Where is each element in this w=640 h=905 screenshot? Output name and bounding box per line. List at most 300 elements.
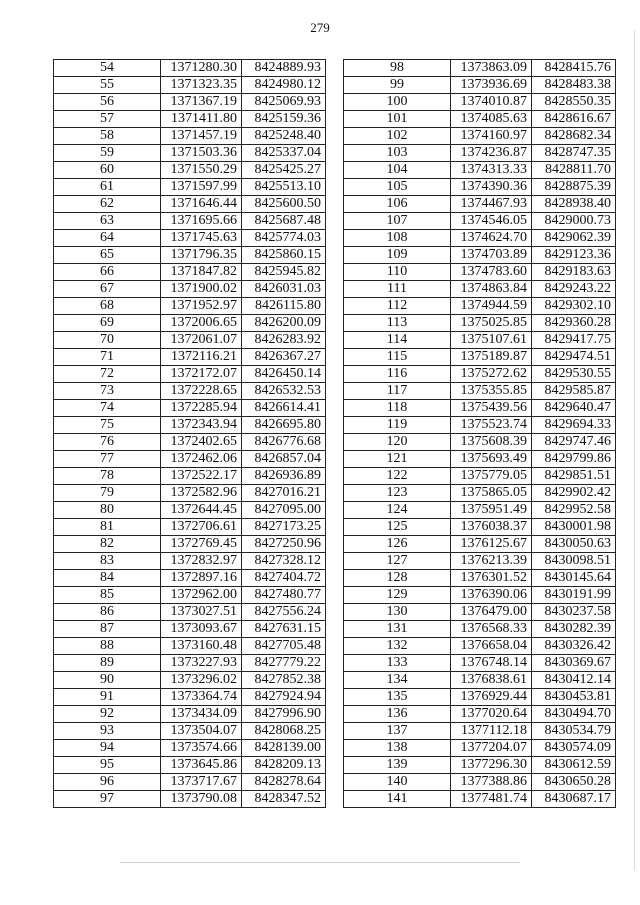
point-number-cell: 126 <box>344 536 451 553</box>
x-coordinate-cell: 1375272.62 <box>451 366 532 383</box>
y-coordinate-cell: 8430145.64 <box>532 570 616 587</box>
table-row <box>54 94 326 111</box>
y-coordinate-cell: 8429360.28 <box>532 315 616 332</box>
point-number-cell: 99 <box>344 77 451 94</box>
table-row <box>54 638 326 655</box>
table-row <box>54 740 326 757</box>
point-number-cell: 69 <box>54 315 161 332</box>
table-row <box>344 230 616 247</box>
table-row <box>54 519 326 536</box>
point-number-cell: 70 <box>54 332 161 349</box>
point-number-cell: 130 <box>344 604 451 621</box>
y-coordinate-cell: 8426367.27 <box>242 349 326 366</box>
table-row <box>344 94 616 111</box>
page-number: 279 <box>310 20 330 35</box>
table-row <box>344 383 616 400</box>
table-row <box>54 298 326 315</box>
point-number-cell: 77 <box>54 451 161 468</box>
table-row <box>54 162 326 179</box>
x-coordinate-cell: 1374236.87 <box>451 145 532 162</box>
y-coordinate-cell: 8425860.15 <box>242 247 326 264</box>
x-coordinate-cell: 1376479.00 <box>451 604 532 621</box>
table-row <box>54 706 326 723</box>
y-coordinate-cell: 8426614.41 <box>242 400 326 417</box>
point-number-cell: 120 <box>344 434 451 451</box>
y-coordinate-cell: 8430326.42 <box>532 638 616 655</box>
table-row <box>344 570 616 587</box>
point-number-cell: 136 <box>344 706 451 723</box>
y-coordinate-cell: 8426936.89 <box>242 468 326 485</box>
x-coordinate-cell: 1372285.94 <box>161 400 242 417</box>
point-number-cell: 84 <box>54 570 161 587</box>
table-row <box>344 468 616 485</box>
y-coordinate-cell: 8429000.73 <box>532 213 616 230</box>
point-number-cell: 68 <box>54 298 161 315</box>
y-coordinate-cell: 8425600.50 <box>242 196 326 213</box>
point-number-cell: 57 <box>54 111 161 128</box>
table-row <box>344 587 616 604</box>
table-row <box>54 655 326 672</box>
point-number-cell: 118 <box>344 400 451 417</box>
point-number-cell: 95 <box>54 757 161 774</box>
point-number-cell: 131 <box>344 621 451 638</box>
table-row <box>344 366 616 383</box>
x-coordinate-cell: 1375523.74 <box>451 417 532 434</box>
table-row <box>54 128 326 145</box>
x-coordinate-cell: 1373364.74 <box>161 689 242 706</box>
bottom-rule <box>120 862 520 863</box>
table-row <box>54 485 326 502</box>
table-row <box>344 689 616 706</box>
table-row <box>54 383 326 400</box>
coordinates-table-left <box>53 59 326 808</box>
point-number-cell: 109 <box>344 247 451 264</box>
point-number-cell: 119 <box>344 417 451 434</box>
table-row <box>344 757 616 774</box>
x-coordinate-cell: 1374546.05 <box>451 213 532 230</box>
x-coordinate-cell: 1371411.80 <box>161 111 242 128</box>
point-number-cell: 78 <box>54 468 161 485</box>
point-number-cell: 91 <box>54 689 161 706</box>
y-coordinate-cell: 8427328.12 <box>242 553 326 570</box>
y-coordinate-cell: 8428938.40 <box>532 196 616 213</box>
table-row <box>344 451 616 468</box>
table-row <box>54 587 326 604</box>
table-row <box>54 621 326 638</box>
x-coordinate-cell: 1373863.09 <box>451 60 532 77</box>
table-row <box>344 111 616 128</box>
point-number-cell: 129 <box>344 587 451 604</box>
table-row <box>344 655 616 672</box>
x-coordinate-cell: 1371550.29 <box>161 162 242 179</box>
point-number-cell: 80 <box>54 502 161 519</box>
table-row <box>54 672 326 689</box>
y-coordinate-cell: 8424980.12 <box>242 77 326 94</box>
y-coordinate-cell: 8430650.28 <box>532 774 616 791</box>
point-number-cell: 137 <box>344 723 451 740</box>
x-coordinate-cell: 1376301.52 <box>451 570 532 587</box>
x-coordinate-cell: 1377388.86 <box>451 774 532 791</box>
y-coordinate-cell: 8426031.03 <box>242 281 326 298</box>
x-coordinate-cell: 1371457.19 <box>161 128 242 145</box>
table-row <box>344 264 616 281</box>
point-number-cell: 60 <box>54 162 161 179</box>
table-row <box>344 213 616 230</box>
table-row <box>54 723 326 740</box>
table-row <box>344 672 616 689</box>
table-row <box>54 468 326 485</box>
x-coordinate-cell: 1376125.67 <box>451 536 532 553</box>
table-row <box>54 417 326 434</box>
point-number-cell: 112 <box>344 298 451 315</box>
y-coordinate-cell: 8428139.00 <box>242 740 326 757</box>
table-row <box>54 757 326 774</box>
y-coordinate-cell: 8429747.46 <box>532 434 616 451</box>
point-number-cell: 125 <box>344 519 451 536</box>
x-coordinate-cell: 1373160.48 <box>161 638 242 655</box>
table-row <box>344 536 616 553</box>
point-number-cell: 83 <box>54 553 161 570</box>
point-number-cell: 98 <box>344 60 451 77</box>
x-coordinate-cell: 1375355.85 <box>451 383 532 400</box>
point-number-cell: 102 <box>344 128 451 145</box>
y-coordinate-cell: 8427705.48 <box>242 638 326 655</box>
point-number-cell: 54 <box>54 60 161 77</box>
x-coordinate-cell: 1374313.33 <box>451 162 532 179</box>
right-edge-line <box>634 30 635 870</box>
x-coordinate-cell: 1375025.85 <box>451 315 532 332</box>
y-coordinate-cell: 8425159.36 <box>242 111 326 128</box>
table-row <box>344 706 616 723</box>
table-row <box>344 145 616 162</box>
y-coordinate-cell: 8430494.70 <box>532 706 616 723</box>
table-row <box>344 774 616 791</box>
x-coordinate-cell: 1372582.96 <box>161 485 242 502</box>
point-number-cell: 75 <box>54 417 161 434</box>
table-row <box>54 247 326 264</box>
x-coordinate-cell: 1371952.97 <box>161 298 242 315</box>
y-coordinate-cell: 8428682.34 <box>532 128 616 145</box>
table-row <box>54 111 326 128</box>
y-coordinate-cell: 8429585.87 <box>532 383 616 400</box>
x-coordinate-cell: 1372706.61 <box>161 519 242 536</box>
x-coordinate-cell: 1376748.14 <box>451 655 532 672</box>
x-coordinate-cell: 1372172.07 <box>161 366 242 383</box>
y-coordinate-cell: 8429640.47 <box>532 400 616 417</box>
table-row <box>344 417 616 434</box>
point-number-cell: 108 <box>344 230 451 247</box>
table-row <box>54 400 326 417</box>
point-number-cell: 133 <box>344 655 451 672</box>
point-number-cell: 61 <box>54 179 161 196</box>
table-row <box>344 77 616 94</box>
y-coordinate-cell: 8427173.25 <box>242 519 326 536</box>
x-coordinate-cell: 1375693.49 <box>451 451 532 468</box>
table-row <box>344 723 616 740</box>
y-coordinate-cell: 8427924.94 <box>242 689 326 706</box>
y-coordinate-cell: 8426115.80 <box>242 298 326 315</box>
y-coordinate-cell: 8427250.96 <box>242 536 326 553</box>
x-coordinate-cell: 1372832.97 <box>161 553 242 570</box>
table-row <box>54 366 326 383</box>
x-coordinate-cell: 1372897.16 <box>161 570 242 587</box>
y-coordinate-cell: 8425425.27 <box>242 162 326 179</box>
x-coordinate-cell: 1372343.94 <box>161 417 242 434</box>
table-row <box>344 298 616 315</box>
y-coordinate-cell: 8430574.09 <box>532 740 616 757</box>
y-coordinate-cell: 8430687.17 <box>532 791 616 808</box>
x-coordinate-cell: 1372644.45 <box>161 502 242 519</box>
point-number-cell: 96 <box>54 774 161 791</box>
y-coordinate-cell: 8427480.77 <box>242 587 326 604</box>
x-coordinate-cell: 1371695.66 <box>161 213 242 230</box>
x-coordinate-cell: 1377481.74 <box>451 791 532 808</box>
table-row <box>54 604 326 621</box>
x-coordinate-cell: 1374703.89 <box>451 247 532 264</box>
y-coordinate-cell: 8429062.39 <box>532 230 616 247</box>
point-number-cell: 128 <box>344 570 451 587</box>
y-coordinate-cell: 8428811.70 <box>532 162 616 179</box>
y-coordinate-cell: 8428209.13 <box>242 757 326 774</box>
y-coordinate-cell: 8428347.52 <box>242 791 326 808</box>
point-number-cell: 66 <box>54 264 161 281</box>
x-coordinate-cell: 1375608.39 <box>451 434 532 451</box>
table-row <box>54 774 326 791</box>
y-coordinate-cell: 8429417.75 <box>532 332 616 349</box>
point-number-cell: 105 <box>344 179 451 196</box>
y-coordinate-cell: 8428068.25 <box>242 723 326 740</box>
x-coordinate-cell: 1373434.09 <box>161 706 242 723</box>
point-number-cell: 85 <box>54 587 161 604</box>
table-row <box>344 519 616 536</box>
y-coordinate-cell: 8426532.53 <box>242 383 326 400</box>
y-coordinate-cell: 8425337.04 <box>242 145 326 162</box>
y-coordinate-cell: 8427016.21 <box>242 485 326 502</box>
point-number-cell: 138 <box>344 740 451 757</box>
x-coordinate-cell: 1375779.05 <box>451 468 532 485</box>
table-row <box>344 791 616 808</box>
point-number-cell: 79 <box>54 485 161 502</box>
point-number-cell: 111 <box>344 281 451 298</box>
point-number-cell: 115 <box>344 349 451 366</box>
y-coordinate-cell: 8428875.39 <box>532 179 616 196</box>
point-number-cell: 93 <box>54 723 161 740</box>
table-row <box>344 281 616 298</box>
x-coordinate-cell: 1374160.97 <box>451 128 532 145</box>
table-row <box>344 60 616 77</box>
y-coordinate-cell: 8426283.92 <box>242 332 326 349</box>
x-coordinate-cell: 1375189.87 <box>451 349 532 366</box>
x-coordinate-cell: 1371745.63 <box>161 230 242 247</box>
y-coordinate-cell: 8428550.35 <box>532 94 616 111</box>
point-number-cell: 94 <box>54 740 161 757</box>
point-number-cell: 124 <box>344 502 451 519</box>
x-coordinate-cell: 1373027.51 <box>161 604 242 621</box>
y-coordinate-cell: 8424889.93 <box>242 60 326 77</box>
y-coordinate-cell: 8430001.98 <box>532 519 616 536</box>
point-number-cell: 107 <box>344 213 451 230</box>
point-number-cell: 67 <box>54 281 161 298</box>
y-coordinate-cell: 8430453.81 <box>532 689 616 706</box>
x-coordinate-cell: 1374624.70 <box>451 230 532 247</box>
x-coordinate-cell: 1376213.39 <box>451 553 532 570</box>
point-number-cell: 123 <box>344 485 451 502</box>
x-coordinate-cell: 1372116.21 <box>161 349 242 366</box>
y-coordinate-cell: 8427631.15 <box>242 621 326 638</box>
x-coordinate-cell: 1371796.35 <box>161 247 242 264</box>
x-coordinate-cell: 1371367.19 <box>161 94 242 111</box>
point-number-cell: 101 <box>344 111 451 128</box>
point-number-cell: 72 <box>54 366 161 383</box>
x-coordinate-cell: 1372006.65 <box>161 315 242 332</box>
y-coordinate-cell: 8429952.58 <box>532 502 616 519</box>
x-coordinate-cell: 1377112.18 <box>451 723 532 740</box>
y-coordinate-cell: 8429243.22 <box>532 281 616 298</box>
point-number-cell: 92 <box>54 706 161 723</box>
point-number-cell: 89 <box>54 655 161 672</box>
y-coordinate-cell: 8430098.51 <box>532 553 616 570</box>
x-coordinate-cell: 1377020.64 <box>451 706 532 723</box>
y-coordinate-cell: 8429902.42 <box>532 485 616 502</box>
y-coordinate-cell: 8430612.59 <box>532 757 616 774</box>
table-row <box>344 179 616 196</box>
point-number-cell: 122 <box>344 468 451 485</box>
y-coordinate-cell: 8426200.09 <box>242 315 326 332</box>
point-number-cell: 141 <box>344 791 451 808</box>
x-coordinate-cell: 1376929.44 <box>451 689 532 706</box>
table-row <box>344 349 616 366</box>
table-row <box>344 638 616 655</box>
y-coordinate-cell: 8430191.99 <box>532 587 616 604</box>
table-row <box>54 553 326 570</box>
table-row <box>54 689 326 706</box>
point-number-cell: 121 <box>344 451 451 468</box>
y-coordinate-cell: 8430369.67 <box>532 655 616 672</box>
table-row <box>54 145 326 162</box>
y-coordinate-cell: 8429694.33 <box>532 417 616 434</box>
point-number-cell: 73 <box>54 383 161 400</box>
point-number-cell: 71 <box>54 349 161 366</box>
table-row <box>54 213 326 230</box>
y-coordinate-cell: 8428747.35 <box>532 145 616 162</box>
y-coordinate-cell: 8427779.22 <box>242 655 326 672</box>
x-coordinate-cell: 1371646.44 <box>161 196 242 213</box>
point-number-cell: 134 <box>344 672 451 689</box>
point-number-cell: 56 <box>54 94 161 111</box>
x-coordinate-cell: 1377296.30 <box>451 757 532 774</box>
x-coordinate-cell: 1371323.35 <box>161 77 242 94</box>
x-coordinate-cell: 1373296.02 <box>161 672 242 689</box>
point-number-cell: 87 <box>54 621 161 638</box>
point-number-cell: 117 <box>344 383 451 400</box>
x-coordinate-cell: 1373717.67 <box>161 774 242 791</box>
x-coordinate-cell: 1373790.08 <box>161 791 242 808</box>
y-coordinate-cell: 8427852.38 <box>242 672 326 689</box>
x-coordinate-cell: 1373504.07 <box>161 723 242 740</box>
y-coordinate-cell: 8429302.10 <box>532 298 616 315</box>
x-coordinate-cell: 1373227.93 <box>161 655 242 672</box>
point-number-cell: 90 <box>54 672 161 689</box>
table-row <box>344 400 616 417</box>
x-coordinate-cell: 1371597.99 <box>161 179 242 196</box>
x-coordinate-cell: 1376568.33 <box>451 621 532 638</box>
y-coordinate-cell: 8426695.80 <box>242 417 326 434</box>
x-coordinate-cell: 1374783.60 <box>451 264 532 281</box>
y-coordinate-cell: 8429530.55 <box>532 366 616 383</box>
table-row <box>344 196 616 213</box>
x-coordinate-cell: 1372462.06 <box>161 451 242 468</box>
table-row <box>54 434 326 451</box>
y-coordinate-cell: 8429123.36 <box>532 247 616 264</box>
table-row <box>344 621 616 638</box>
y-coordinate-cell: 8430282.39 <box>532 621 616 638</box>
table-row <box>54 315 326 332</box>
x-coordinate-cell: 1374944.59 <box>451 298 532 315</box>
point-number-cell: 139 <box>344 757 451 774</box>
table-row <box>344 740 616 757</box>
x-coordinate-cell: 1375865.05 <box>451 485 532 502</box>
table-row <box>344 604 616 621</box>
x-coordinate-cell: 1376838.61 <box>451 672 532 689</box>
x-coordinate-cell: 1373645.86 <box>161 757 242 774</box>
coordinates-table-right <box>343 59 616 808</box>
table-row <box>344 502 616 519</box>
point-number-cell: 116 <box>344 366 451 383</box>
y-coordinate-cell: 8428483.38 <box>532 77 616 94</box>
x-coordinate-cell: 1372402.65 <box>161 434 242 451</box>
table-row <box>54 332 326 349</box>
x-coordinate-cell: 1375439.56 <box>451 400 532 417</box>
table-row <box>54 77 326 94</box>
x-coordinate-cell: 1371900.02 <box>161 281 242 298</box>
y-coordinate-cell: 8428616.67 <box>532 111 616 128</box>
x-coordinate-cell: 1374085.63 <box>451 111 532 128</box>
x-coordinate-cell: 1372769.45 <box>161 536 242 553</box>
y-coordinate-cell: 8426450.14 <box>242 366 326 383</box>
y-coordinate-cell: 8429799.86 <box>532 451 616 468</box>
table-row <box>54 536 326 553</box>
x-coordinate-cell: 1374467.93 <box>451 196 532 213</box>
point-number-cell: 97 <box>54 791 161 808</box>
x-coordinate-cell: 1372228.65 <box>161 383 242 400</box>
point-number-cell: 113 <box>344 315 451 332</box>
x-coordinate-cell: 1374863.84 <box>451 281 532 298</box>
point-number-cell: 106 <box>344 196 451 213</box>
x-coordinate-cell: 1371847.82 <box>161 264 242 281</box>
table-row <box>54 196 326 213</box>
x-coordinate-cell: 1377204.07 <box>451 740 532 757</box>
point-number-cell: 58 <box>54 128 161 145</box>
y-coordinate-cell: 8425945.82 <box>242 264 326 281</box>
x-coordinate-cell: 1371280.30 <box>161 60 242 77</box>
y-coordinate-cell: 8428415.76 <box>532 60 616 77</box>
x-coordinate-cell: 1375951.49 <box>451 502 532 519</box>
x-coordinate-cell: 1374010.87 <box>451 94 532 111</box>
x-coordinate-cell: 1374390.36 <box>451 179 532 196</box>
x-coordinate-cell: 1373574.66 <box>161 740 242 757</box>
y-coordinate-cell: 8430050.63 <box>532 536 616 553</box>
table-row <box>344 332 616 349</box>
point-number-cell: 64 <box>54 230 161 247</box>
table-row <box>54 230 326 247</box>
point-number-cell: 81 <box>54 519 161 536</box>
table-row <box>344 128 616 145</box>
point-number-cell: 127 <box>344 553 451 570</box>
x-coordinate-cell: 1372962.00 <box>161 587 242 604</box>
x-coordinate-cell: 1373093.67 <box>161 621 242 638</box>
y-coordinate-cell: 8425248.40 <box>242 128 326 145</box>
table-row <box>344 162 616 179</box>
